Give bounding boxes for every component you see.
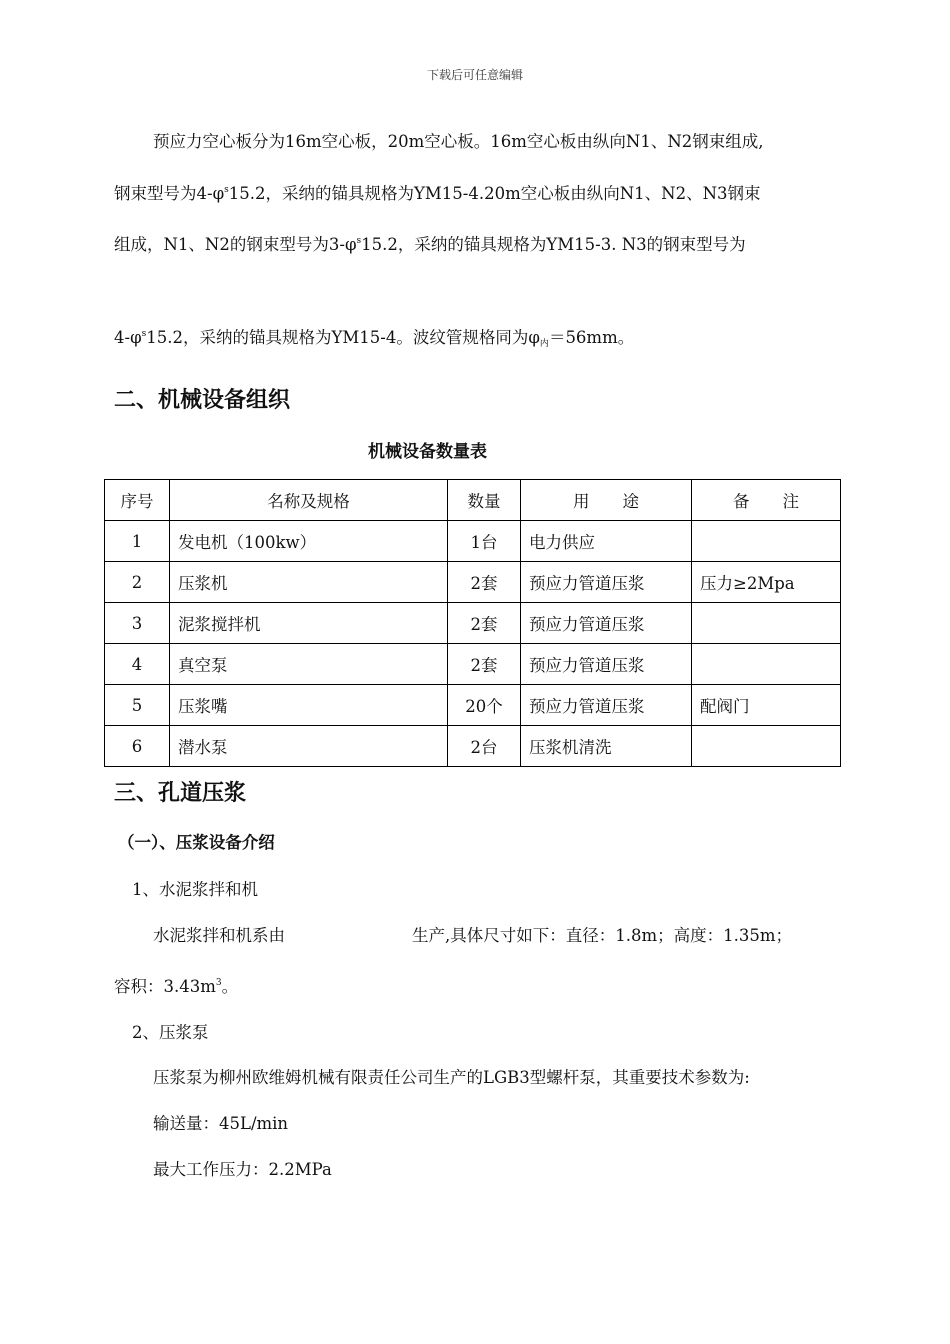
cell-quantity: 2套 [448, 603, 521, 644]
col-header-name: 名称及规格 [170, 480, 448, 521]
table-row [105, 685, 841, 726]
cell-purpose: 预应力管道压浆 [521, 562, 692, 603]
table-row [105, 603, 841, 644]
item-1-text-b: 生产,具体尺寸如下：直径：1.8m；高度：1.35m； [412, 926, 793, 945]
cell-name: 真空泵 [170, 644, 448, 685]
col-header-purpose: 用 途 [521, 480, 692, 521]
cell-purpose: 预应力管道压浆 [521, 603, 692, 644]
intro-line-3: 组成，N1、N2的钢束型号为$3-\varphi^s15.2$，采纳的锚具规格为YM15-3. N3的钢束型号为 [114, 235, 746, 254]
cell-purpose: 压浆机清洗 [521, 726, 692, 767]
cell-name: 潜水泵 [170, 726, 448, 767]
item-1-title: 1、水泥浆拌和机 [132, 880, 258, 899]
item-2-text: 压浆泵为柳州欧维姆机械有限责任公司生产的LGB3型螺杆泵，其重要技术参数为: [153, 1068, 750, 1087]
intro-line-1: 预应力空心板分为16m空心板，20m空心板。16m空心板由纵向N1、N2钢束组成, [153, 132, 764, 151]
subsection-title: （一）、压浆设备介绍 [118, 833, 275, 852]
cell-name: 压浆嘴 [170, 685, 448, 726]
page-header: 下载后可任意编辑 [426, 68, 523, 82]
cell-name: 压浆机 [170, 562, 448, 603]
cell-purpose: 预应力管道压浆 [521, 685, 692, 726]
cell-remark [692, 644, 841, 685]
cell-remark [692, 521, 841, 562]
cell-index: 5 [105, 685, 170, 726]
table-row [105, 562, 841, 603]
cell-index: 6 [105, 726, 170, 767]
cell-remark: 压力≥2Mpa [692, 562, 841, 603]
table-row [105, 726, 841, 767]
cell-remark [692, 726, 841, 767]
param-flow-rate: 输送量：45L/min [153, 1114, 289, 1133]
item-1-text-a: 水泥浆拌和机系由 [153, 926, 285, 945]
cell-quantity: 2台 [448, 726, 521, 767]
cell-quantity: 2套 [448, 644, 521, 685]
col-header-quantity: 数量 [448, 480, 521, 521]
intro-line-4: $4-\varphi^s15.2$，采纳的锚具规格为YM15-4。波纹管规格同为$\varphi_内=56mm$。 [114, 328, 635, 349]
cell-index: 4 [105, 644, 170, 685]
section-3-title: 三、孔道压浆 [114, 781, 247, 806]
table-row [105, 644, 841, 685]
cell-quantity: 20个 [448, 685, 521, 726]
cell-name: 发电机（100kw） [170, 521, 448, 562]
col-header-index: 序号 [105, 480, 170, 521]
cell-remark: 配阀门 [692, 685, 841, 726]
col-header-remark: 备 注 [692, 480, 841, 521]
cell-index: 1 [105, 521, 170, 562]
cell-quantity: 1台 [448, 521, 521, 562]
item-2-title: 2、压浆泵 [132, 1023, 209, 1042]
cell-index: 2 [105, 562, 170, 603]
item-1-text-c: 容积：$3.43m^3$。 [114, 977, 239, 996]
equipment-table [104, 479, 841, 767]
section-2-title: 二、机械设备组织 [114, 388, 291, 413]
cell-quantity: 2套 [448, 562, 521, 603]
param-max-pressure: 最大工作压力：2.2MPa [153, 1160, 332, 1179]
table-header-row [105, 480, 841, 521]
intro-line-2: 钢束型号为$4-\varphi^s15.2$，采纳的锚具规格为YM15-4.20m空心板由纵向N1、N2、N3钢束 [114, 184, 761, 203]
cell-remark [692, 603, 841, 644]
cell-name: 泥浆搅拌机 [170, 603, 448, 644]
table-caption: 机械设备数量表 [368, 442, 487, 462]
cell-purpose: 预应力管道压浆 [521, 644, 692, 685]
cell-index: 3 [105, 603, 170, 644]
cell-purpose: 电力供应 [521, 521, 692, 562]
table-row [105, 521, 841, 562]
